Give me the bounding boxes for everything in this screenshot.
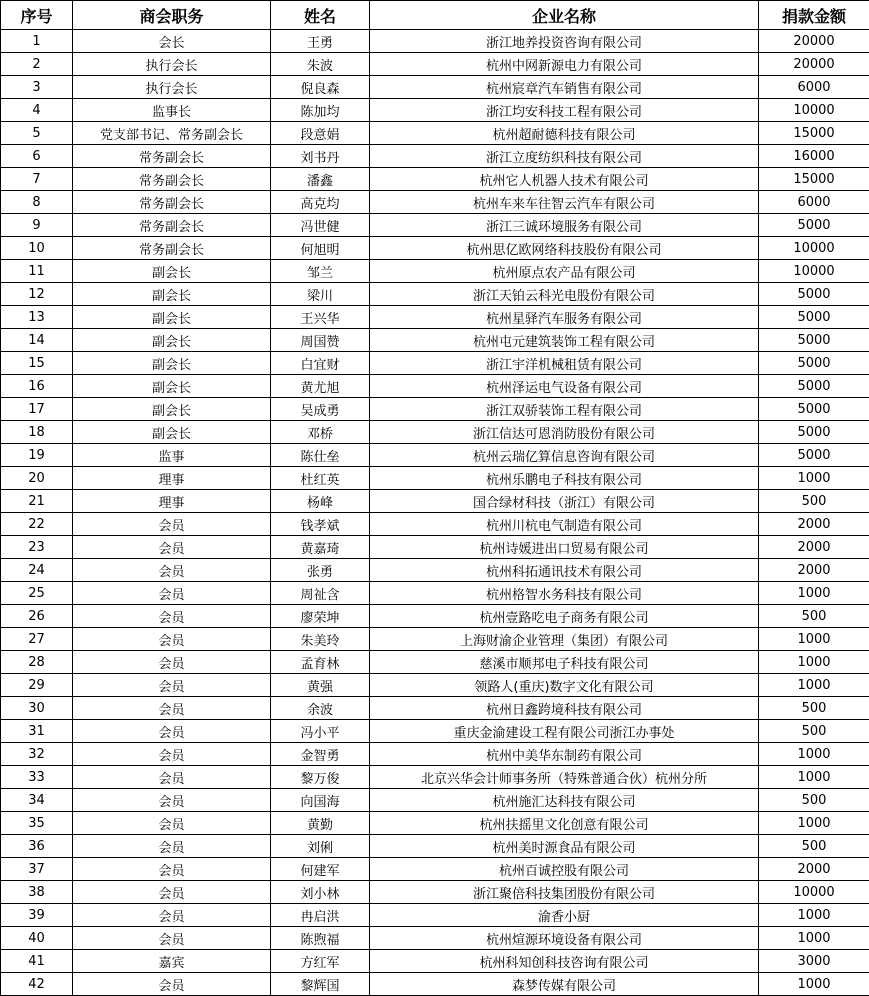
cell-company: 杭州车来车往智云汽车有限公司 <box>370 191 759 214</box>
cell-position: 会员 <box>73 674 271 697</box>
cell-name: 邓桥 <box>271 421 370 444</box>
cell-company: 杭州川杭电气制造有限公司 <box>370 513 759 536</box>
table-row <box>1 927 869 950</box>
cell-name: 黎万俊 <box>271 766 370 789</box>
cell-position: 常务副会长 <box>73 237 271 260</box>
cell-position: 会员 <box>73 582 271 605</box>
cell-index: 21 <box>1 490 73 513</box>
cell-index: 25 <box>1 582 73 605</box>
cell-index: 8 <box>1 191 73 214</box>
cell-index: 31 <box>1 720 73 743</box>
cell-position: 监事 <box>73 444 271 467</box>
cell-position: 常务副会长 <box>73 214 271 237</box>
table-row <box>1 76 869 99</box>
table-row <box>1 904 869 927</box>
cell-position: 会员 <box>73 881 271 904</box>
cell-index: 1 <box>1 30 73 53</box>
cell-name: 周祉含 <box>271 582 370 605</box>
cell-amount: 5000 <box>759 421 869 444</box>
cell-amount: 16000 <box>759 145 869 168</box>
cell-company: 杭州中网新源电力有限公司 <box>370 53 759 76</box>
table-row <box>1 536 869 559</box>
cell-company: 浙江地养投资咨询有限公司 <box>370 30 759 53</box>
cell-amount: 500 <box>759 835 869 858</box>
cell-company: 杭州星驿汽车服务有限公司 <box>370 306 759 329</box>
header-company: 企业名称 <box>370 1 759 30</box>
cell-position: 副会长 <box>73 329 271 352</box>
cell-amount: 10000 <box>759 881 869 904</box>
cell-position: 会长 <box>73 30 271 53</box>
table-row <box>1 421 869 444</box>
cell-company: 杭州百诚控股有限公司 <box>370 858 759 881</box>
cell-position: 常务副会长 <box>73 145 271 168</box>
header-position: 商会职务 <box>73 1 271 30</box>
cell-index: 23 <box>1 536 73 559</box>
cell-position: 会员 <box>73 536 271 559</box>
cell-company: 杭州科知创科技咨询有限公司 <box>370 950 759 973</box>
cell-company: 杭州美时源食品有限公司 <box>370 835 759 858</box>
cell-company: 森梦传媒有限公司 <box>370 973 759 996</box>
cell-name: 冉启洪 <box>271 904 370 927</box>
cell-name: 向国海 <box>271 789 370 812</box>
cell-index: 33 <box>1 766 73 789</box>
cell-index: 34 <box>1 789 73 812</box>
cell-company: 国合绿材科技（浙江）有限公司 <box>370 490 759 513</box>
cell-position: 会员 <box>73 904 271 927</box>
cell-position: 会员 <box>73 559 271 582</box>
cell-company: 浙江三诚环境服务有限公司 <box>370 214 759 237</box>
cell-amount: 1000 <box>759 651 869 674</box>
table-row <box>1 53 869 76</box>
cell-name: 杨峰 <box>271 490 370 513</box>
table-row <box>1 628 869 651</box>
cell-amount: 10000 <box>759 260 869 283</box>
cell-amount: 2000 <box>759 513 869 536</box>
cell-position: 会员 <box>73 927 271 950</box>
cell-position: 副会长 <box>73 283 271 306</box>
header-index: 序号 <box>1 1 73 30</box>
cell-amount: 1000 <box>759 582 869 605</box>
cell-amount: 1000 <box>759 766 869 789</box>
cell-index: 5 <box>1 122 73 145</box>
cell-index: 42 <box>1 973 73 996</box>
table-row <box>1 490 869 513</box>
cell-name: 梁川 <box>271 283 370 306</box>
table-row <box>1 697 869 720</box>
cell-index: 35 <box>1 812 73 835</box>
cell-position: 会员 <box>73 812 271 835</box>
cell-company: 重庆金渝建设工程有限公司浙江办事处 <box>370 720 759 743</box>
cell-index: 29 <box>1 674 73 697</box>
table-row <box>1 237 869 260</box>
cell-company: 上海财渝企业管理（集团）有限公司 <box>370 628 759 651</box>
cell-amount: 500 <box>759 789 869 812</box>
cell-index: 10 <box>1 237 73 260</box>
table-row <box>1 559 869 582</box>
cell-index: 12 <box>1 283 73 306</box>
cell-company: 杭州超耐德科技有限公司 <box>370 122 759 145</box>
cell-company: 慈溪市顺邦电子科技有限公司 <box>370 651 759 674</box>
cell-name: 金智勇 <box>271 743 370 766</box>
cell-index: 16 <box>1 375 73 398</box>
cell-amount: 15000 <box>759 122 869 145</box>
cell-company: 杭州云瑞亿算信息咨询有限公司 <box>370 444 759 467</box>
cell-company: 杭州施汇达科技有限公司 <box>370 789 759 812</box>
cell-index: 18 <box>1 421 73 444</box>
cell-company: 浙江宇洋机械租赁有限公司 <box>370 352 759 375</box>
table-row <box>1 605 869 628</box>
cell-index: 7 <box>1 168 73 191</box>
table-row <box>1 306 869 329</box>
cell-amount: 1000 <box>759 973 869 996</box>
cell-index: 3 <box>1 76 73 99</box>
cell-index: 20 <box>1 467 73 490</box>
cell-amount: 500 <box>759 697 869 720</box>
table-row <box>1 674 869 697</box>
cell-name: 王勇 <box>271 30 370 53</box>
cell-company: 杭州它人机器人技术有限公司 <box>370 168 759 191</box>
cell-amount: 5000 <box>759 352 869 375</box>
cell-company: 杭州中美华东制药有限公司 <box>370 743 759 766</box>
cell-company: 杭州乐鹏电子科技有限公司 <box>370 467 759 490</box>
cell-position: 执行会长 <box>73 76 271 99</box>
cell-position: 副会长 <box>73 306 271 329</box>
table-row <box>1 122 869 145</box>
table-body <box>1 30 869 996</box>
cell-name: 冯小平 <box>271 720 370 743</box>
cell-company: 杭州思亿欧网络科技股份有限公司 <box>370 237 759 260</box>
table-row <box>1 743 869 766</box>
cell-index: 30 <box>1 697 73 720</box>
cell-company: 杭州屯元建筑装饰工程有限公司 <box>370 329 759 352</box>
cell-amount: 1000 <box>759 927 869 950</box>
cell-amount: 5000 <box>759 398 869 421</box>
cell-amount: 1000 <box>759 743 869 766</box>
cell-name: 朱美玲 <box>271 628 370 651</box>
table-row <box>1 260 869 283</box>
cell-name: 何建军 <box>271 858 370 881</box>
cell-amount: 10000 <box>759 99 869 122</box>
cell-position: 会员 <box>73 858 271 881</box>
cell-amount: 5000 <box>759 444 869 467</box>
cell-index: 37 <box>1 858 73 881</box>
table-row <box>1 950 869 973</box>
cell-index: 2 <box>1 53 73 76</box>
cell-name: 陈仕垒 <box>271 444 370 467</box>
header-row <box>1 1 869 30</box>
table-row <box>1 881 869 904</box>
cell-amount: 5000 <box>759 283 869 306</box>
cell-name: 陈煦福 <box>271 927 370 950</box>
cell-company: 杭州扶摇里文化创意有限公司 <box>370 812 759 835</box>
table-row <box>1 99 869 122</box>
cell-position: 会员 <box>73 628 271 651</box>
cell-amount: 500 <box>759 605 869 628</box>
cell-position: 会员 <box>73 789 271 812</box>
cell-company: 浙江双骄装饰工程有限公司 <box>370 398 759 421</box>
cell-name: 钱孝斌 <box>271 513 370 536</box>
cell-position: 执行会长 <box>73 53 271 76</box>
table-row <box>1 444 869 467</box>
cell-company: 浙江均安科技工程有限公司 <box>370 99 759 122</box>
cell-company: 北京兴华会计师事务所（特殊普通合伙）杭州分所 <box>370 766 759 789</box>
cell-amount: 1000 <box>759 467 869 490</box>
cell-amount: 1000 <box>759 628 869 651</box>
cell-name: 余波 <box>271 697 370 720</box>
cell-amount: 5000 <box>759 329 869 352</box>
table-row <box>1 789 869 812</box>
cell-position: 党支部书记、常务副会长 <box>73 122 271 145</box>
cell-company: 浙江天铂云科光电股份有限公司 <box>370 283 759 306</box>
cell-position: 会员 <box>73 651 271 674</box>
cell-name: 黄尤旭 <box>271 375 370 398</box>
table-row <box>1 329 869 352</box>
cell-name: 段意娟 <box>271 122 370 145</box>
cell-company: 杭州科拓通讯技术有限公司 <box>370 559 759 582</box>
cell-position: 理事 <box>73 490 271 513</box>
cell-position: 副会长 <box>73 260 271 283</box>
table-row <box>1 973 869 996</box>
cell-position: 副会长 <box>73 421 271 444</box>
cell-amount: 500 <box>759 720 869 743</box>
table-row <box>1 352 869 375</box>
cell-amount: 20000 <box>759 53 869 76</box>
cell-name: 何旭明 <box>271 237 370 260</box>
table-row <box>1 582 869 605</box>
cell-name: 张勇 <box>271 559 370 582</box>
cell-index: 38 <box>1 881 73 904</box>
table-row <box>1 467 869 490</box>
cell-index: 14 <box>1 329 73 352</box>
cell-position: 会员 <box>73 743 271 766</box>
cell-company: 杭州泽运电气设备有限公司 <box>370 375 759 398</box>
cell-company: 杭州日鑫跨境科技有限公司 <box>370 697 759 720</box>
table-row <box>1 283 869 306</box>
cell-position: 会员 <box>73 720 271 743</box>
cell-index: 6 <box>1 145 73 168</box>
cell-index: 24 <box>1 559 73 582</box>
cell-company: 杭州原点农产品有限公司 <box>370 260 759 283</box>
cell-company: 杭州宸章汽车销售有限公司 <box>370 76 759 99</box>
cell-name: 黄勤 <box>271 812 370 835</box>
table-row <box>1 513 869 536</box>
cell-company: 浙江信达可恩消防股份有限公司 <box>370 421 759 444</box>
cell-name: 白宜财 <box>271 352 370 375</box>
table-row <box>1 812 869 835</box>
cell-position: 会员 <box>73 513 271 536</box>
cell-company: 浙江聚倍科技集团股份有限公司 <box>370 881 759 904</box>
cell-index: 4 <box>1 99 73 122</box>
cell-index: 22 <box>1 513 73 536</box>
cell-amount: 6000 <box>759 191 869 214</box>
cell-name: 朱波 <box>271 53 370 76</box>
cell-company: 杭州壹路吃电子商务有限公司 <box>370 605 759 628</box>
cell-company: 领路人(重庆)数字文化有限公司 <box>370 674 759 697</box>
table-row <box>1 375 869 398</box>
cell-index: 15 <box>1 352 73 375</box>
cell-name: 刘俐 <box>271 835 370 858</box>
cell-position: 会员 <box>73 835 271 858</box>
cell-index: 41 <box>1 950 73 973</box>
cell-position: 常务副会长 <box>73 168 271 191</box>
cell-position: 会员 <box>73 766 271 789</box>
cell-position: 副会长 <box>73 352 271 375</box>
table-row <box>1 720 869 743</box>
cell-position: 副会长 <box>73 375 271 398</box>
cell-position: 会员 <box>73 697 271 720</box>
table-row <box>1 168 869 191</box>
cell-index: 40 <box>1 927 73 950</box>
cell-name: 潘鑫 <box>271 168 370 191</box>
header-name: 姓名 <box>271 1 370 30</box>
cell-name: 吴成勇 <box>271 398 370 421</box>
cell-amount: 20000 <box>759 30 869 53</box>
cell-name: 黄嘉琦 <box>271 536 370 559</box>
cell-name: 刘书丹 <box>271 145 370 168</box>
cell-index: 27 <box>1 628 73 651</box>
cell-amount: 5000 <box>759 306 869 329</box>
cell-position: 常务副会长 <box>73 191 271 214</box>
cell-amount: 5000 <box>759 214 869 237</box>
cell-name: 杜红英 <box>271 467 370 490</box>
table-row <box>1 214 869 237</box>
cell-index: 11 <box>1 260 73 283</box>
cell-amount: 15000 <box>759 168 869 191</box>
cell-index: 36 <box>1 835 73 858</box>
cell-index: 13 <box>1 306 73 329</box>
cell-name: 倪良森 <box>271 76 370 99</box>
cell-name: 方红军 <box>271 950 370 973</box>
cell-position: 副会长 <box>73 398 271 421</box>
cell-name: 黎辉国 <box>271 973 370 996</box>
cell-amount: 2000 <box>759 559 869 582</box>
cell-amount: 5000 <box>759 375 869 398</box>
cell-name: 周国赞 <box>271 329 370 352</box>
cell-amount: 3000 <box>759 950 869 973</box>
cell-position: 监事长 <box>73 99 271 122</box>
cell-position: 会员 <box>73 973 271 996</box>
cell-name: 刘小林 <box>271 881 370 904</box>
cell-index: 19 <box>1 444 73 467</box>
cell-name: 王兴华 <box>271 306 370 329</box>
cell-index: 39 <box>1 904 73 927</box>
cell-company: 杭州诗媛进出口贸易有限公司 <box>370 536 759 559</box>
cell-name: 廖荣坤 <box>271 605 370 628</box>
cell-position: 会员 <box>73 605 271 628</box>
cell-amount: 2000 <box>759 536 869 559</box>
cell-company: 浙江立度纺织科技有限公司 <box>370 145 759 168</box>
table-row <box>1 30 869 53</box>
table-row <box>1 145 869 168</box>
cell-index: 26 <box>1 605 73 628</box>
cell-position: 嘉宾 <box>73 950 271 973</box>
table-row <box>1 651 869 674</box>
cell-company: 杭州煊源环境设备有限公司 <box>370 927 759 950</box>
cell-amount: 1000 <box>759 674 869 697</box>
cell-amount: 1000 <box>759 904 869 927</box>
cell-index: 9 <box>1 214 73 237</box>
table-row <box>1 858 869 881</box>
cell-name: 孟育林 <box>271 651 370 674</box>
cell-name: 陈加均 <box>271 99 370 122</box>
cell-name: 邹兰 <box>271 260 370 283</box>
table-row <box>1 766 869 789</box>
cell-amount: 1000 <box>759 812 869 835</box>
cell-position: 理事 <box>73 467 271 490</box>
table-row <box>1 398 869 421</box>
cell-index: 32 <box>1 743 73 766</box>
table-row <box>1 191 869 214</box>
cell-company: 渝香小厨 <box>370 904 759 927</box>
cell-amount: 2000 <box>759 858 869 881</box>
cell-company: 杭州格智水务科技有限公司 <box>370 582 759 605</box>
cell-index: 28 <box>1 651 73 674</box>
header-amount: 捐款金额 <box>759 1 869 30</box>
cell-name: 高克均 <box>271 191 370 214</box>
cell-amount: 500 <box>759 490 869 513</box>
cell-amount: 10000 <box>759 237 869 260</box>
cell-index: 17 <box>1 398 73 421</box>
cell-amount: 6000 <box>759 76 869 99</box>
cell-name: 冯世健 <box>271 214 370 237</box>
table-row <box>1 835 869 858</box>
cell-name: 黄强 <box>271 674 370 697</box>
